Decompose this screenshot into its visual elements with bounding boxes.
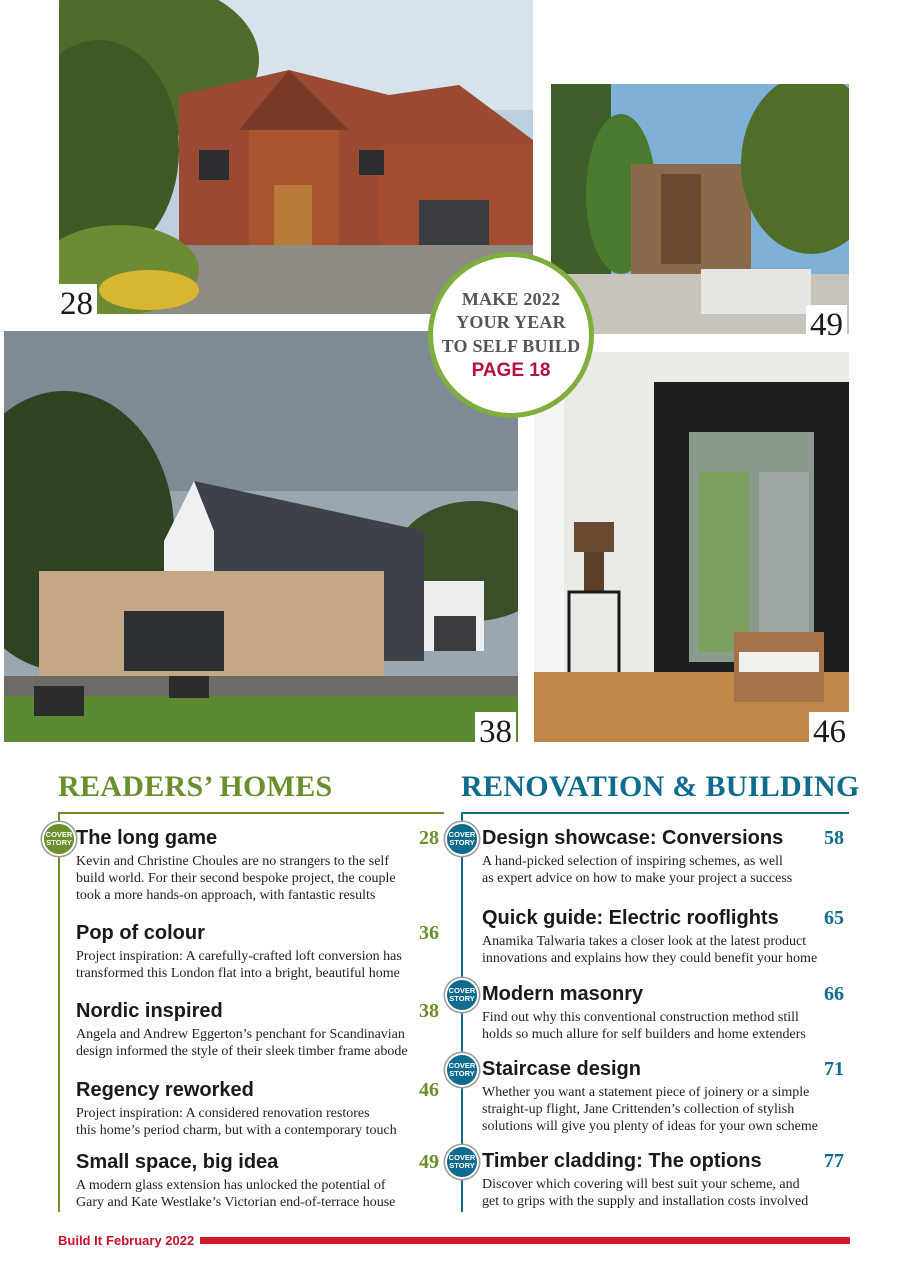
- section-divider: [461, 812, 849, 814]
- toc-entry-title[interactable]: Design showcase: Conversions: [482, 827, 784, 849]
- toc-entry-title[interactable]: Regency reworked: [76, 1079, 254, 1101]
- desc-line: Find out why this conventional construction method still: [482, 1010, 799, 1025]
- toc-entry-title[interactable]: Small space, big idea: [76, 1151, 279, 1173]
- desc-line: transformed this London flat into a bright, beautiful home: [76, 966, 400, 981]
- toc-entry-page: 49: [419, 1151, 439, 1173]
- desc-line: this home’s period charm, but with a contemporary touch: [76, 1123, 397, 1138]
- page-number-label: 38: [475, 712, 516, 751]
- toc-entry-desc: [76, 1105, 439, 1139]
- toc-entry-desc: [76, 853, 439, 904]
- footer-bar: [200, 1237, 850, 1244]
- badge-page-link[interactable]: PAGE 18: [471, 360, 551, 382]
- desc-line: Whether you want a statement piece of joinery or a simple: [482, 1085, 810, 1100]
- cover-story-icon: [445, 822, 479, 856]
- desc-line: Angela and Andrew Eggerton’s penchant for Scandinavian: [76, 1027, 405, 1042]
- toc-entry[interactable]: [482, 827, 844, 887]
- toc-entry-desc: [76, 1026, 439, 1060]
- toc-entry-desc: [482, 853, 844, 887]
- cover-story-icon: [445, 1053, 479, 1087]
- desc-line: took a more hands-on approach, with fantastic results: [76, 888, 376, 903]
- desc-line: A hand-picked selection of inspiring schemes, as well: [482, 854, 783, 869]
- cover-label: STORY: [46, 838, 72, 847]
- desc-line: as expert advice on how to make your project a success: [482, 871, 793, 886]
- toc-entry-page: 71: [824, 1058, 844, 1080]
- cover-story-icon: [42, 822, 76, 856]
- badge-line: YOUR YEAR: [456, 312, 566, 333]
- toc-entry[interactable]: [76, 922, 439, 982]
- toc-entry-desc: [482, 1084, 844, 1135]
- toc-entry-title[interactable]: The long game: [76, 827, 218, 849]
- cover-label: STORY: [449, 994, 475, 1003]
- desc-line: get to grips with the supply and installation costs involved: [482, 1194, 809, 1209]
- toc-entry-page: 65: [824, 907, 844, 929]
- page-footer: [58, 1232, 850, 1248]
- toc-entry[interactable]: [482, 983, 844, 1043]
- section-divider: [58, 812, 60, 1212]
- desc-line: Gary and Kate Westlake’s Victorian end-of-terrace house: [76, 1195, 396, 1210]
- toc-entry-title[interactable]: Staircase design: [482, 1058, 641, 1080]
- page-number-label: 28: [56, 284, 97, 323]
- toc-entry-page: 28: [419, 827, 439, 849]
- issue-date: February 2022: [106, 1232, 195, 1248]
- toc-entry-page: 38: [419, 1000, 439, 1022]
- toc-entry[interactable]: [76, 1151, 439, 1211]
- toc-entry[interactable]: [482, 907, 844, 967]
- cover-story-icon: [445, 978, 479, 1012]
- desc-line: straight-up flight, Jane Crittenden’s collection of stylish: [482, 1102, 795, 1117]
- toc-entry[interactable]: [76, 1079, 439, 1139]
- toc-entry-title[interactable]: Quick guide: Electric rooflights: [482, 907, 779, 929]
- desc-line: Kevin and Christine Choules are no strangers to the self: [76, 854, 389, 869]
- modern-barn-photo[interactable]: [4, 331, 518, 742]
- renovation-building-heading: RENOVATION & BUILDING: [461, 770, 860, 803]
- cover-label: COVER: [45, 830, 73, 839]
- desc-line: Anamika Talwaria takes a closer look at the latest product: [482, 934, 807, 949]
- toc-entry-desc: [482, 933, 844, 967]
- section-divider: [58, 812, 444, 814]
- toc-entry-desc: [76, 948, 439, 982]
- cover-label: STORY: [449, 838, 475, 847]
- toc-entry-page: 46: [419, 1079, 439, 1101]
- self-build-promo-badge[interactable]: [428, 252, 594, 418]
- badge-line: MAKE 2022: [461, 288, 561, 309]
- toc-entry-desc: [482, 1009, 844, 1043]
- cover-label: STORY: [449, 1161, 475, 1170]
- cover-label: COVER: [448, 1061, 476, 1070]
- desc-line: design informed the style of their sleek timber frame abode: [76, 1044, 408, 1059]
- toc-entry[interactable]: [482, 1058, 844, 1135]
- cover-story-icon: [445, 1145, 479, 1179]
- toc-entry-title[interactable]: Nordic inspired: [76, 1000, 223, 1022]
- toc-entry[interactable]: [482, 1150, 844, 1210]
- toc-entry-title[interactable]: Pop of colour: [76, 922, 205, 944]
- toc-entry-title[interactable]: Modern masonry: [482, 983, 644, 1005]
- desc-line: Project inspiration: A carefully-crafted loft conversion has: [76, 949, 402, 964]
- cover-label: COVER: [448, 830, 476, 839]
- page-number-label: 49: [806, 305, 847, 344]
- toc-entry[interactable]: [76, 1000, 439, 1060]
- desc-line: Discover which covering will best suit your scheme, and: [482, 1177, 800, 1192]
- toc-entry-desc: [482, 1176, 844, 1210]
- toc-entry[interactable]: [76, 827, 439, 904]
- toc-entry-page: 58: [824, 827, 844, 849]
- courtyard-photo[interactable]: [551, 84, 849, 334]
- desc-line: holds so much allure for self builders and home extenders: [482, 1027, 806, 1042]
- desc-line: Project inspiration: A considered renovation restores: [76, 1106, 370, 1121]
- desc-line: A modern glass extension has unlocked the potential of: [76, 1178, 386, 1193]
- readers-homes-heading: READERS’ HOMES: [58, 770, 333, 803]
- desc-line: solutions will give you plenty of ideas for your own scheme: [482, 1119, 818, 1134]
- desc-line: build world. For their second bespoke project, the couple: [76, 871, 396, 886]
- cover-label: COVER: [448, 986, 476, 995]
- toc-entry-page: 66: [824, 983, 844, 1005]
- toc-entry-desc: [76, 1177, 439, 1211]
- toc-entry-page: 77: [824, 1150, 844, 1172]
- toc-entry-page: 36: [419, 922, 439, 944]
- desc-line: innovations and explains how they could benefit your home: [482, 951, 818, 966]
- interior-photo[interactable]: [534, 352, 849, 742]
- toc-entry-title[interactable]: Timber cladding: The options: [482, 1150, 762, 1172]
- badge-line: TO SELF BUILD: [441, 335, 581, 356]
- magazine-brand: Build It: [58, 1232, 103, 1248]
- cover-label: STORY: [449, 1069, 475, 1078]
- page-number-label: 46: [809, 712, 850, 751]
- cover-label: COVER: [448, 1153, 476, 1162]
